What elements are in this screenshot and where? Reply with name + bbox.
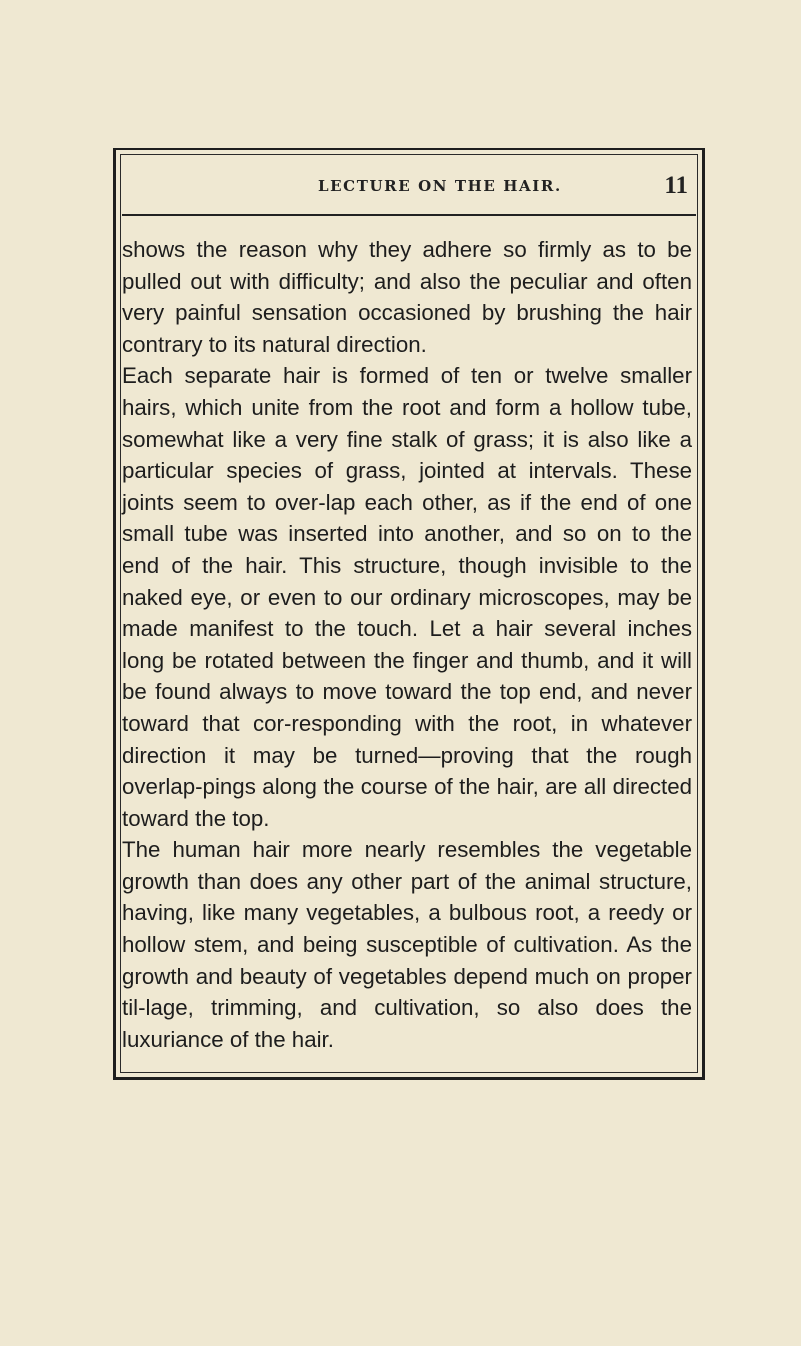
- header-rule: [122, 214, 696, 216]
- body-text: [122, 234, 692, 1055]
- paragraph-1: shows the reason why they adhere so firmly as to be pulled out with difficulty; and also the peculiar and often very painful sensation occasioned by brushing the hair contrary to its natural direction.: [122, 237, 692, 357]
- running-head: [116, 172, 702, 205]
- page-number: 11: [664, 172, 688, 199]
- running-head-title: LECTURE ON THE HAIR.: [318, 177, 562, 195]
- paragraph-2: Each separate hair is formed of ten or twelve smaller hairs, which unite from the root and form a hollow tube, somewhat like a very fine stalk of grass; it is also like a particular species of grass, jointed at intervals. These joints seem to over-lap each other, as if the end of one small tube was inserted into another, and so on to the end of the hair. This structure, though invisible to the naked eye, or even to our ordinary microscopes, may be made manifest to the touch. Let a hair several inches long be rotated between the finger and thumb, and it will be found always to move toward the top end, and never toward that cor-responding with the root, in whatever direction it may be turned—proving that the rough overlap-pings along the course of the hair, are all directed toward the top.: [122, 363, 692, 831]
- paragraph-3: The human hair more nearly resembles the vegetable growth than does any other part of the animal structure, having, like many vegetables, a bulbous root, a reedy or hollow stem, and being susceptible of cultivation. As the growth and beauty of vegetables depend much on proper til-lage, trimming, and cultivation, so also does the luxuriance of the hair.: [122, 837, 692, 1052]
- page-border: [113, 148, 705, 1080]
